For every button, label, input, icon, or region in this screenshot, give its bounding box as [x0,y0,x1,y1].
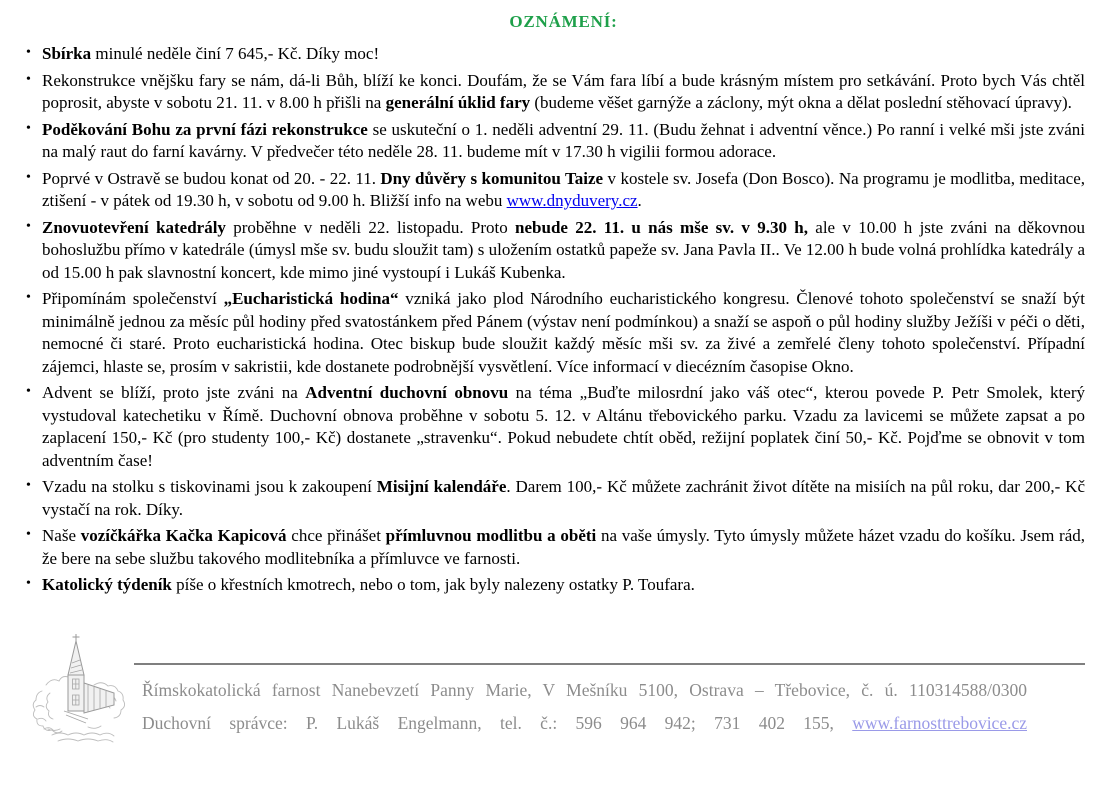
body-text: v kostele sv. Josefa (Don Bosco). Na programu je modlitba, meditace, ztišení - v pátek od 19.30 h, v sobotu od 9.00 h. Bližší info na webu [42,168,1085,210]
bold-text: Dny důvěry s komunitou Taize [380,168,604,188]
bold-text: nebude 22. 11. u nás mše sv. v 9.30 h, [515,217,808,237]
footer [28,635,1085,750]
announcement-item [26,70,1085,115]
body-text: se uskuteční o 1. neděli adventní 29. 11. (Budu žehnat i adventní věnce.) Po ranní i velké mši jste zváni na malý raut do farní kavárny. V předvečer této neděle 28. 11. budeme mít v 17.30 h vigilii formou adorace. [42,119,1085,161]
bold-text: vozíčkářka Kačka Kapicová [80,526,287,545]
body-text: . [637,191,642,210]
body-text: proběhne v neděli 22. listopadu. Proto [225,217,516,237]
bullet-icon: • [26,478,31,493]
bold-text: přímluvnou modlitbu a oběti [385,526,597,545]
bold-text: Sbírka [42,44,92,63]
bullet-icon: • [26,169,31,185]
body-text: minulé neděle činí 7 645,- Kč. Díky moc! [91,44,380,63]
announcement-item [26,119,1085,164]
body-text: ale v 10.00 h jste zváni na děkovnou bohoslužbu přímo v katedrále (úmysl mše sv. budu sloužit tam) s uložením ostatků papeže sv. Jana Pavla II.. Ve 12.00 h bude volná prohlídka katedrály a od 15.00 h pak slavnostní koncert, kde mimo jiné vystoupí i Lukáš Kubenka. [42,217,1086,282]
body-text: píše o křestních kmotrech, nebo o tom, jak byly nalezeny ostatky P. Toufara. [171,575,695,594]
announcement-list [26,43,1086,597]
body-text: Poprvé v Ostravě se budou konat od 20. - 22. 11. [42,168,381,188]
announcement-item [26,382,1085,472]
bullet-icon: • [26,218,31,234]
footer-contact-line [142,707,1027,740]
announcement-item [26,574,1085,597]
body-text: Advent se blíží, proto jste zváni na [42,383,306,402]
announcement-item [26,168,1085,213]
footer-website-link[interactable]: www.farnosttrebovice.cz [852,712,1027,733]
body-text: Naše [42,526,81,545]
bold-text: Misijní kalendáře [376,477,507,496]
body-text: Rekonstrukce vnějšku fary se nám, dá-li Bůh, blíží ke konci. Doufám, že se Vám fara líbí a bude krásným místem pro setkávání. Proto bych Vás chtěl poprosit, abyste v sobotu 21. 11. v 8.00 h přišli na [42,70,1085,112]
body-text: na vaše úmysly. Tyto úmysly můžete házet vzadu do košíku. Jsem rád, že bere na sebe službu takového modlitebníka a přímluvce ve farnosti. [42,526,1085,568]
bullet-icon: • [26,120,31,136]
footer-divider [134,663,1085,665]
bullet-icon: • [26,576,31,591]
church-sketch-logo [28,633,134,750]
announcement-item [26,288,1085,378]
body-text: chce přinášet [286,526,386,545]
footer-contact-text: Duchovní správce: P. Lukáš Engelmann, tel. č.: 596 964 942; 731 402 155, [142,712,853,733]
bold-text: generální úklid fary [385,93,531,112]
bold-text: Adventní duchovní obnovu [305,383,509,402]
bold-text: Katolický týdeník [42,575,172,594]
body-text: Připomínám společenství [42,289,224,308]
bold-text: Znovuotevření katedrály [42,217,226,237]
announcement-item [26,43,1085,66]
bold-text: Poděkování Bohu za první fázi rekonstrukce [42,119,368,139]
bullet-icon: • [26,45,31,60]
footer-address-line: Římskokatolická farnost Nanebevzetí Panny Marie, V Mešníku 5100, Ostrava – Třebovice, č. ú. 110314588/0300 [142,679,1027,700]
body-text: vzniká jako plod Národního eucharistického kongresu. Členové tohoto společenství se snaží být minimálně jednou za měsíc půl hodiny před svatostánkem před Pánem (výstav není podmínkou) a snaží se aspoň o půl hodiny služby Ježíši v péči o děti, nemocné či staré. Proto eucharistická hodina. Otec biskup bude sloužit každý měsíc mši sv. za živé a zemřelé členy tohoto společenství. Případní zájemci, hlaste se, prosím v sakristii, kde dostanete podrobnější vysvětlení. Více informací v diecézním časopise Okno. [42,289,1085,376]
bullet-icon: • [26,290,31,305]
bullet-icon: • [26,384,31,399]
body-text: Vzadu na stolku s tiskovinami jsou k zakoupení [42,477,377,496]
body-text: . Darem 100,- Kč můžete zachránit život dítěte na misiích na půl roku, dar 200,- Kč vystačí na rok. Díky. [42,477,1085,519]
announcement-item [26,525,1085,570]
bullet-icon: • [26,71,31,87]
page-title: OZNÁMENÍ: [509,12,618,31]
bullet-icon: • [26,527,31,542]
bold-text: „Eucharistická hodina“ [223,289,399,308]
announcement-item [26,217,1086,285]
footer-text-block [134,663,1085,740]
announcement-item [26,476,1085,521]
inline-link[interactable]: www.dnyduvery.cz [506,191,638,210]
body-text: na téma „Buďte milosrdní jako váš otec“, kterou povede P. Petr Smolek, který vystudoval katechetiku v Římě. Duchovní obnova proběhne v sobotu 5. 12. v Altánu třebovického parku. Vzadu za lavicemi se můžete zapsat a po zaplacení 150,- Kč (pro studenty 100,- Kč) dostanete „stravenku“. Pokud nebudete chtít oběd, režijní poplatek činí 50,- Kč. Pojďme se obnovit v tom adventním čase! [42,383,1085,470]
body-text: (budeme věšet garnýže a záclony, mýt okna a dělat poslední stěhovací úpravy). [530,93,1072,112]
